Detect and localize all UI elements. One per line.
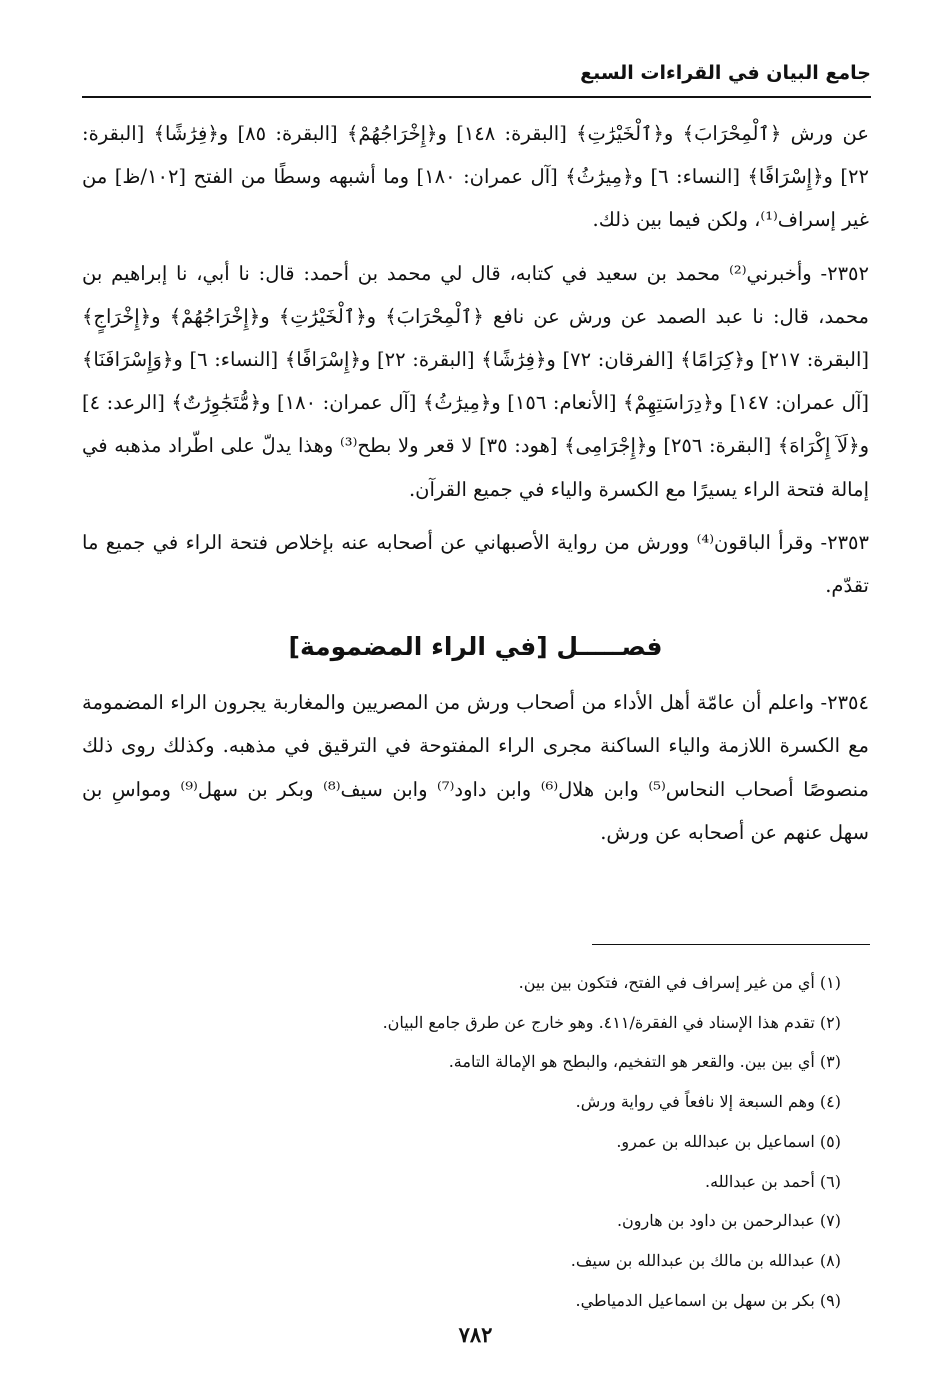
paragraph-continuation: عن ورش ﴿ٱلْمِحْرَابَ﴾ و﴿ٱلْخَيْرَٰتِ﴾ [البقرة: ١٤٨] و﴿إِخْرَاجُهُمْ﴾ [البقرة: ٨٥] و﴿فِرَٰشًا﴾ [البقرة: ٢٢] و﴿إِسْرَافًا﴾ [النساء: ٦] و﴿مِيرَٰثُ﴾ [آل عمران: ١٨٠] وما أشبهه وسطًا من الفتح [١٠٢/ظ] من غير إسراف⁽¹⁾، ولكن فيما بين ذلك.: [82, 122, 869, 232]
footnote-4: (٤) وهم السبعة إلا نافعاً في رواية ورش.: [575, 1092, 841, 1112]
section-heading: فصـــــل [في الراء المضمومة]: [288, 632, 663, 662]
footnote-1: (١) أي من غير إسراف في الفتح، فتكون بين بين.: [518, 973, 841, 992]
footnote-5: (٥) اسماعيل بن عبدالله بن عمرو.: [616, 1131, 841, 1151]
running-header-title: جامع البيان في القراءات السبع: [580, 62, 871, 84]
footnotes: [82, 963, 841, 1320]
footnote-8: (٨) عبدالله بن مالك بن عبدالله بن سيف.: [570, 1250, 841, 1270]
paragraph-2354: ٢٣٥٤- واعلم أن عامّة أهل الأداء من أصحاب ورش من المصريين والمغاربة يجرون الراء المضمومة مع الكسرة اللازمة والياء الساكنة مجرى الراء المفتوحة في الترقيق في مذهبه. وكذلك روى ذلك منصوصًا أصحاب النحاس⁽⁵⁾ وابن هلال⁽⁶⁾ وابن داود⁽⁷⁾ وابن سيف⁽⁸⁾ وبكر بن سهل⁽⁹⁾ ومواسِ بن سهل عنهم عن أصحابه عن ورش.: [82, 691, 869, 844]
footnote-3: (٣) أي بين بين. والقعر هو التفخيم، والبطح هو الإمالة التامة.: [448, 1052, 841, 1072]
page-number: ٧٨٢: [458, 1322, 493, 1347]
footnote-separator: [592, 944, 870, 945]
main-text: [82, 112, 869, 864]
footnote-7: (٧) عبدالرحمن بن داود بن هارون.: [616, 1211, 841, 1231]
paragraph-2352: ٢٣٥٢- وأخبرني⁽²⁾ محمد بن سعيد في كتابه، قال لي محمد بن أحمد: قال: نا أبي، نا إبراهيم بن محمد، قال: نا عبد الصمد عن ورش عن نافع ﴿ٱلْمِحْرَابَ﴾ و﴿ٱلْخَيْرَٰتِ﴾ و﴿إِخْرَاجُهُمْ﴾ و﴿إِخْرَاجٍ﴾ [البقرة: ٢١٧] و﴿كِرَامًا﴾ [الفرقان: ٧٢] و﴿فِرَٰشًا﴾ [البقرة: ٢٢] و﴿إِسْرَافًا﴾ [النساء: ٦] و﴿وَإِسْرَافَنَا﴾ [آل عمران: ١٤٧] و﴿دِرَاسَتِهِمْ﴾ [الأنعام: ١٥٦] و﴿مِيرَٰثُ﴾ [آل عمران: ١٨٠] و﴿مُّتَجَٰوِرَٰتٌ﴾ [الرعد: ٤] و﴿لَآ إِكْرَاهَ﴾ [البقرة: ٢٥٦] و﴿إِجْرَامِى﴾ [هود: ٣٥] لا قعر ولا بطح⁽³⁾ وهذا يدلّ على اطّراد مذهبه في إمالة فتحة الراء يسيرًا مع الكسرة والياء في جميع القرآن.: [82, 261, 870, 501]
footnote-9: (٩) بكر بن سهل بن اسماعيل الدمياطي.: [575, 1290, 841, 1310]
header-rule: [82, 96, 871, 98]
footnote-2: (٢) تقدم هذا الإسناد في الفقرة/٤١١. وهو خارج عن طرق جامع البيان.: [382, 1012, 841, 1032]
footnote-6: (٦) أحمد بن عبدالله.: [704, 1171, 841, 1191]
paragraph-2353: ٢٣٥٣- وقرأ الباقون⁽⁴⁾ وورش من رواية الأصبهاني عن أصحابه عنه بإخلاص فتحة الراء في جميع ما تقدّم.: [82, 530, 870, 598]
